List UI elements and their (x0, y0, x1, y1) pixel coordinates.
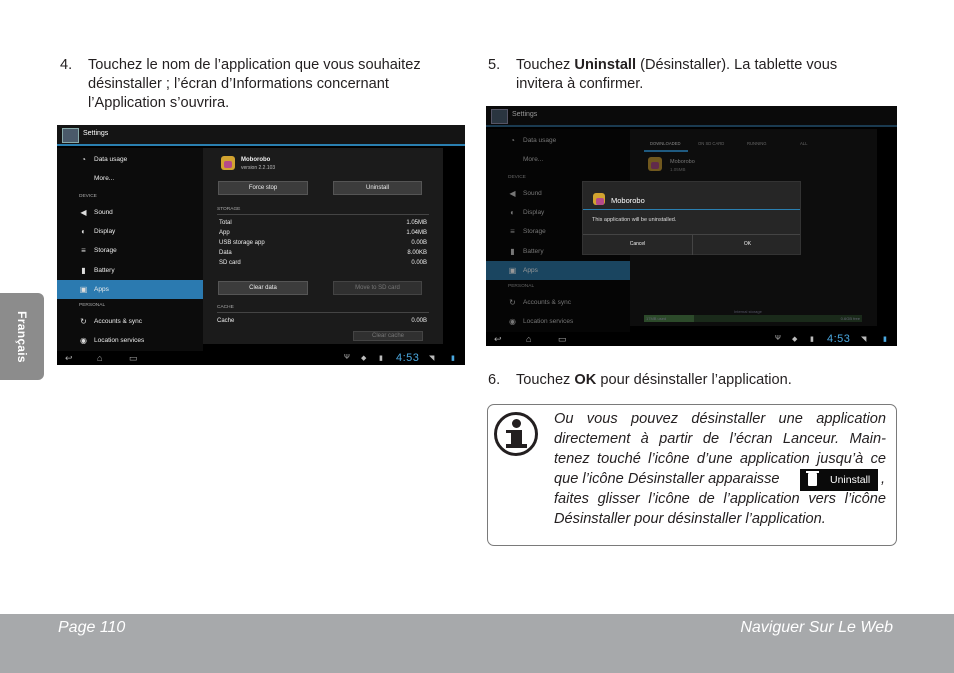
wifi-icon: ◥ (861, 336, 867, 343)
wifi-icon: ◥ (429, 355, 435, 362)
note-line-1: Ou vous pouvez désinstaller une application (554, 411, 886, 427)
location-icon: ◉ (80, 336, 87, 345)
dialog-app-icon (593, 193, 605, 205)
row-sd-label: SD card (219, 260, 241, 266)
system-bar (486, 332, 897, 346)
system-bar (57, 351, 465, 365)
sidebar-item-data-usage[interactable]: ◔ Data usage (57, 150, 203, 169)
note-line-4-comma: , (881, 471, 886, 487)
sidebar-item-accounts[interactable]: ↻ Accounts & sync (80, 317, 143, 326)
data-usage-icon: ◔ (510, 136, 515, 145)
settings-sidebar (57, 148, 203, 351)
display-icon: ◐ (81, 227, 86, 236)
step-5-line-1: Touchez Uninstall (Désinstaller). La tablette vous (516, 57, 838, 73)
cache-divider (217, 312, 429, 313)
row-usb-value: 0.00B (411, 240, 427, 246)
sidebar-item-battery[interactable]: ▮ Battery (486, 242, 630, 261)
step-5-line-2: invitera à confirmer. (516, 76, 644, 92)
apps-icon: ▣ (508, 266, 517, 275)
move-to-sd-button[interactable]: Move to SD card (333, 281, 422, 295)
row-data-value: 8.00KB (407, 250, 427, 256)
row-data-label: Data (219, 250, 232, 256)
uninstall-badge-label: Uninstall (830, 474, 871, 486)
sidebar-item-more[interactable]: More... (94, 175, 115, 182)
location-icon: ◉ (509, 317, 516, 326)
usb-icon: Ψ (775, 335, 781, 342)
list-app-name[interactable]: Moborobo (670, 159, 695, 165)
tab-running[interactable]: RUNNING (747, 141, 767, 146)
step-4-line-3: l’Application s’ouvrira. (88, 95, 230, 111)
section-title: Naviguer Sur Le Web (740, 619, 893, 636)
step-6-text: Touchez OK pour désinstaller l’application. (516, 372, 792, 388)
action-bar-title: Settings (512, 111, 538, 118)
sidebar-item-display[interactable]: ◐ Display (486, 203, 630, 222)
app-info-panel (203, 148, 443, 344)
battery-icon: ▮ (81, 266, 86, 275)
recent-apps-icon[interactable]: ▭ (558, 334, 567, 344)
sidebar-item-storage[interactable]: ≡ Storage (486, 222, 630, 241)
storage-icon: ≡ (510, 227, 515, 236)
dialog-title-divider (583, 209, 800, 210)
sync-icon: ↻ (80, 317, 87, 326)
back-icon[interactable]: ↩ (494, 334, 502, 344)
home-icon[interactable]: ⌂ (526, 334, 532, 344)
page-footer (0, 614, 954, 673)
android-icon: ◆ (792, 336, 798, 343)
cancel-button[interactable]: Cancel (629, 241, 646, 247)
action-bar-title: Settings (83, 130, 109, 137)
sidebar-item-display[interactable]: ◐ Display (57, 222, 203, 241)
sidebar-item-apps[interactable]: ▣ Apps (486, 261, 630, 280)
usb-icon: Ψ (344, 354, 350, 361)
sync-icon: ↻ (509, 298, 516, 307)
battery-icon: ▮ (510, 247, 515, 256)
tab-on-sd-card[interactable]: ON SD CARD (698, 141, 725, 146)
sidebar-item-sound[interactable]: ◀ Sound (80, 208, 113, 217)
language-label: Français (15, 310, 29, 363)
ok-keyword: OK (574, 372, 597, 388)
action-bar (486, 106, 897, 127)
back-icon[interactable]: ↩ (65, 353, 73, 363)
list-app-size: 1.05MB (670, 167, 686, 172)
storage-icon: ≡ (81, 246, 86, 255)
uninstall-badge (800, 469, 878, 491)
action-bar (57, 125, 465, 146)
note-line-6: Désinstaller pour désinstaller l’application. (554, 511, 826, 527)
sidebar-item-apps[interactable]: ▣ Apps (57, 280, 203, 299)
cache-header: CACHE (217, 305, 234, 310)
step-5 (488, 56, 908, 96)
moborobo-app-icon (221, 156, 235, 170)
step-4-line-2: désinstaller ; l’écran d’Informations concernant (88, 76, 389, 92)
clock: 4:53 (396, 352, 420, 364)
trash-icon: ▮ (379, 355, 383, 362)
storage-bar-title: Internal storage (734, 309, 762, 314)
trash-icon: ▮ (810, 336, 814, 343)
display-icon: ◐ (510, 208, 515, 217)
tab-indicator (644, 150, 688, 152)
storage-usage-bar (644, 309, 862, 322)
row-total-label: Total (219, 220, 232, 226)
step-4 (60, 56, 460, 114)
tab-downloaded[interactable]: DOWNLOADED (650, 141, 681, 146)
row-app-label: App (219, 230, 230, 236)
clear-cache-button[interactable]: Clear cache (353, 331, 423, 341)
battery-status-icon: ▮ (451, 355, 455, 362)
sidebar-item-more[interactable]: More... (523, 156, 544, 163)
step-number: 5. (488, 57, 501, 73)
note-line-4: que l’icône Désinstaller apparaisse (554, 471, 780, 487)
force-stop-button[interactable]: Force stop (218, 181, 308, 195)
speaker-icon: ◀ (80, 208, 87, 217)
step-6 (488, 371, 908, 391)
cache-label: Cache (217, 318, 235, 324)
home-icon[interactable]: ⌂ (97, 353, 103, 363)
clear-data-button[interactable]: Clear data (218, 281, 308, 295)
uninstall-button[interactable]: Uninstall (333, 181, 422, 195)
row-total-value: 1.05MB (406, 220, 427, 226)
tab-all[interactable]: ALL (800, 141, 808, 146)
storage-used-label: 17MB used (646, 316, 667, 321)
note-line-5: faites glisser l’icône de l’application vers l’icône (554, 491, 886, 507)
sidebar-item-location[interactable]: ◉ Location services (509, 317, 574, 326)
screenshot-app-info (57, 125, 465, 365)
storage-divider (217, 214, 429, 215)
row-usb-label: USB storage app (219, 240, 265, 246)
storage-header: STORAGE (217, 207, 241, 212)
section-device: DEVICE (79, 194, 97, 199)
sidebar-item-storage[interactable]: ≡ Storage (57, 241, 203, 260)
step-4-line-1: Touchez le nom de l’application que vous souhaitez (88, 57, 421, 73)
page-number: Page 110 (58, 619, 126, 636)
section-device: DEVICE (508, 175, 526, 180)
battery-status-icon: ▮ (883, 336, 887, 343)
dialog-message: This application will be uninstalled. (592, 217, 677, 223)
section-personal: PERSONAL (79, 303, 106, 308)
app-name: Moborobo (241, 157, 271, 163)
speaker-icon: ◀ (509, 189, 516, 198)
settings-app-icon (62, 128, 79, 143)
app-version: version 2.2.103 (241, 165, 276, 171)
dialog-title: Moborobo (611, 196, 645, 205)
sidebar-item-data-usage[interactable]: ◔ Data usage (486, 131, 630, 150)
uninstall-dialog (582, 181, 801, 255)
trash-icon (808, 473, 817, 486)
note-line-3: tenez touché l’icône d’une application jusqu’à ce (554, 451, 886, 467)
sidebar-item-accounts[interactable]: ↻ Accounts & sync (509, 298, 572, 307)
note-line-2: directement à partir de l’écran Lanceur. Main- (554, 431, 886, 447)
section-personal: PERSONAL (508, 284, 535, 289)
sidebar-item-location[interactable]: ◉ Location services (80, 336, 145, 345)
language-side-tab (0, 293, 44, 380)
moborobo-list-icon (648, 157, 662, 171)
clock: 4:53 (827, 333, 851, 345)
sidebar-item-sound[interactable]: ◀ Sound (509, 189, 542, 198)
row-sd-value: 0.00B (411, 260, 427, 266)
step-number: 6. (488, 372, 501, 388)
android-icon: ◆ (361, 355, 367, 362)
step-number: 4. (60, 57, 73, 73)
ok-button[interactable]: OK (743, 241, 752, 247)
screenshot-uninstall-dialog (486, 106, 897, 346)
recent-apps-icon[interactable]: ▭ (129, 353, 138, 363)
storage-free-label: 0.6GB free (840, 316, 860, 321)
apps-icon: ▣ (79, 285, 88, 294)
settings-app-icon (491, 109, 508, 124)
uninstall-keyword: Uninstall (574, 57, 637, 73)
row-app-value: 1.04MB (406, 230, 427, 236)
sidebar-item-battery[interactable]: ▮ Battery (57, 261, 203, 280)
cache-value: 0.00B (411, 318, 427, 324)
data-usage-icon: ◔ (81, 155, 86, 164)
